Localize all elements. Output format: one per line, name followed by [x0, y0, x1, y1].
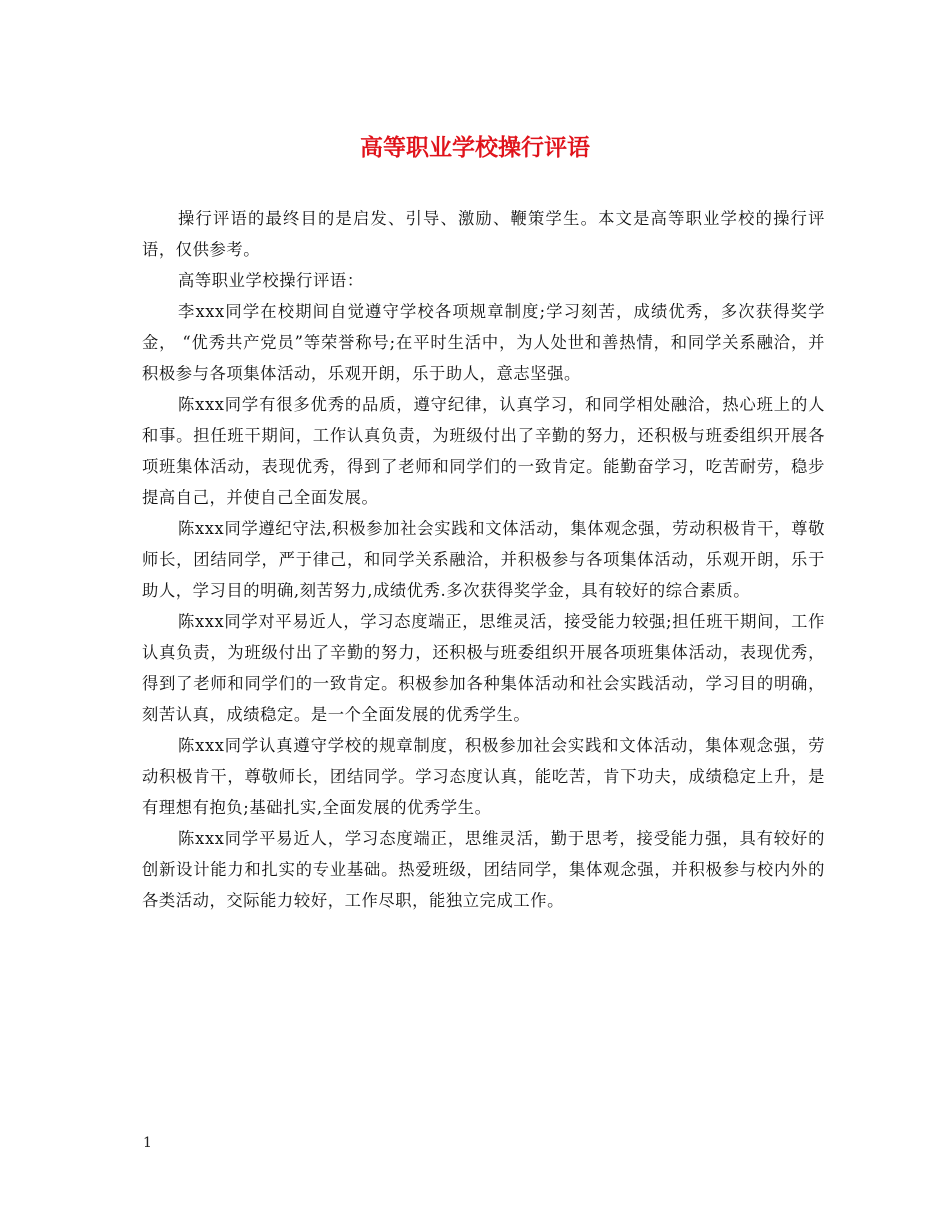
paragraph-intro: 操行评语的最终目的是启发、引导、激励、鞭策学生。本文是高等职业学校的操行评语，仅供参考。	[142, 209, 825, 259]
document-title: 高等职业学校操行评语	[360, 134, 590, 161]
page-number: 1	[143, 1135, 152, 1151]
paragraph-comment-1: 李xxx同学在校期间自觉遵守学校各项规章制度;学习刻苦，成绩优秀，多次获得奖学金， “优秀共产党员”等荣誉称号;在平时生活中，为人处世和善热情，和同学关系融洽，并积极参与各项集体活动，乐观开朗，乐于助人，意志坚强。	[142, 302, 825, 383]
paragraph-heading: 高等职业学校操行评语：	[178, 271, 364, 290]
document-body	[142, 203, 825, 916]
paragraph-comment-5: 陈xxx同学认真遵守学校的规章制度，积极参加社会实践和文体活动，集体观念强，劳动积极肯干，尊敬师长，团结同学。学习态度认真，能吃苦，肯下功夫，成绩稳定上升，是有理想有抱负;基础扎实,全面发展的优秀学生。	[142, 736, 825, 817]
paragraph-comment-4: 陈xxx同学对平易近人，学习态度端正，思维灵活，接受能力较强;担任班干期间，工作认真负责，为班级付出了辛勤的努力，还积极与班委组织开展各项班集体活动，表现优秀，得到了老师和同学们的一致肯定。积极参加各种集体活动和社会实践活动，学习目的明确，刻苦认真，成绩稳定。是一个全面发展的优秀学生。	[142, 612, 825, 724]
paragraph-comment-2: 陈xxx同学有很多优秀的品质，遵守纪律，认真学习，和同学相处融洽，热心班上的人和事。担任班干期间，工作认真负责，为班级付出了辛勤的努力，还积极与班委组织开展各项班集体活动，表现优秀，得到了老师和同学们的一致肯定。能勤奋学习，吃苦耐劳，稳步提高自己，并使自己全面发展。	[142, 395, 825, 507]
paragraph-comment-6: 陈xxx同学平易近人，学习态度端正，思维灵活，勤于思考，接受能力强，具有较好的创新设计能力和扎实的专业基础。热爱班级，团结同学，集体观念强，并积极参与校内外的各类活动，交际能力较好，工作尽职，能独立完成工作。	[142, 829, 825, 910]
paragraph-comment-3: 陈xxx同学遵纪守法,积极参加社会实践和文体活动，集体观念强，劳动积极肯干，尊敬师长，团结同学，严于律己，和同学关系融洽，并积极参与各项集体活动，乐观开朗，乐于助人，学习目的明确,刻苦努力,成绩优秀.多次获得奖学金，具有较好的综合素质。	[142, 519, 825, 600]
